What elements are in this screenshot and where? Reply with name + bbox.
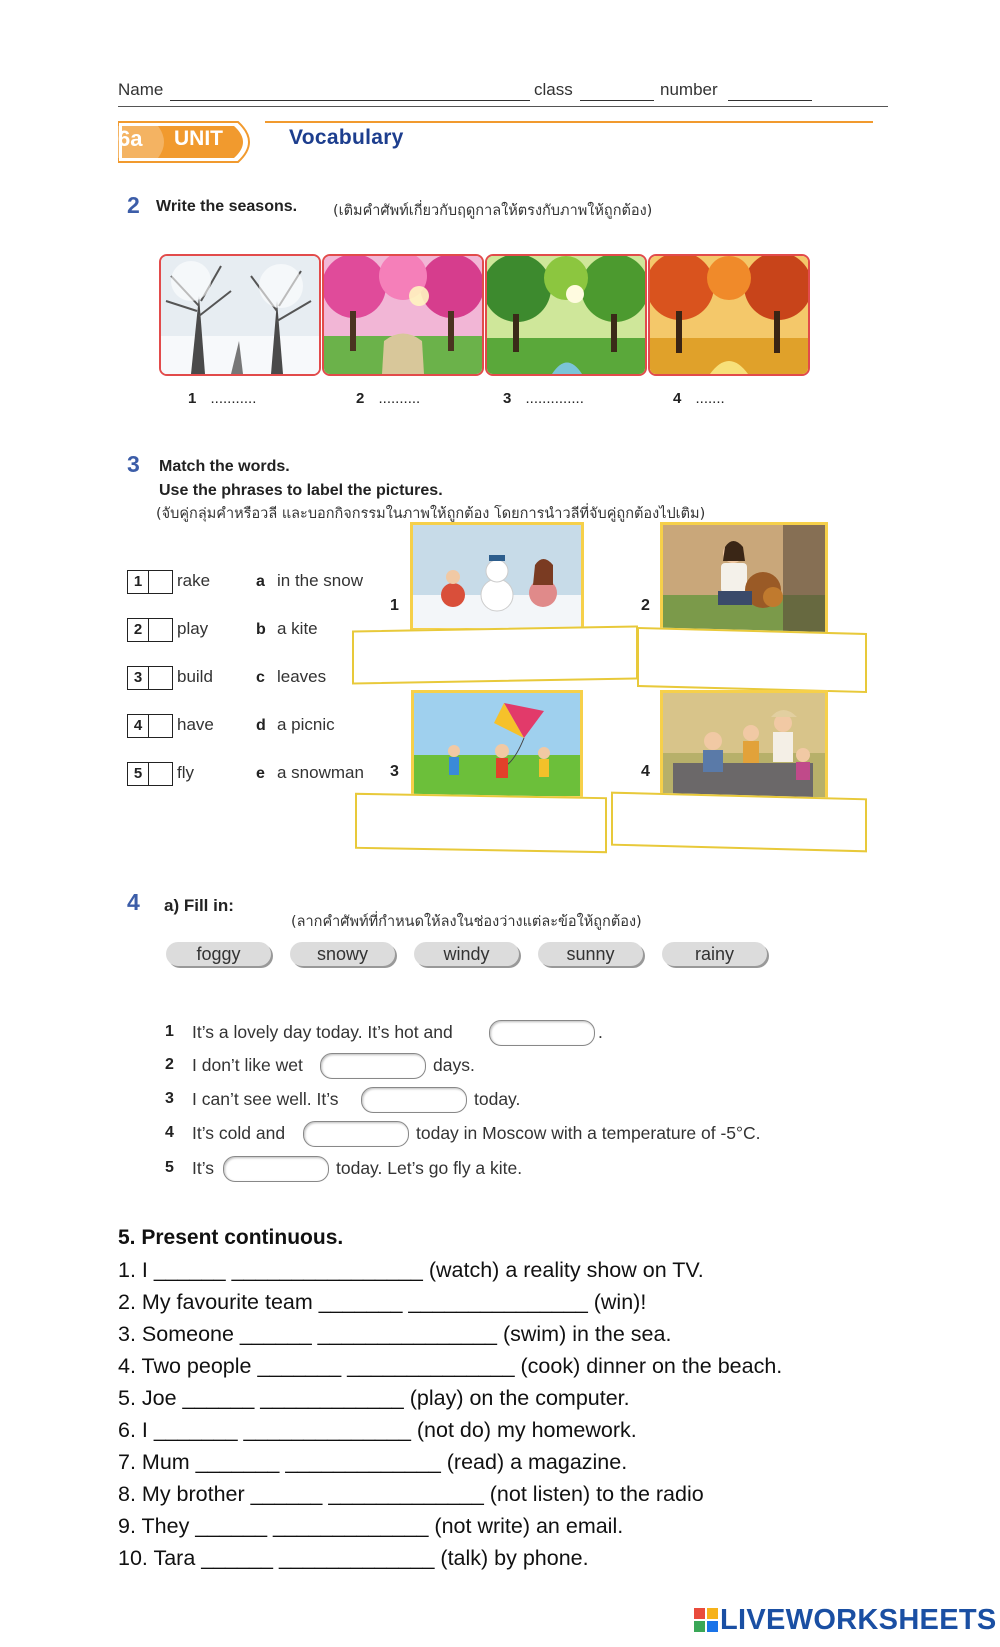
unit-label: UNIT (174, 127, 223, 150)
season-label-num: 1 (188, 390, 197, 407)
word-chip-windy[interactable]: windy (414, 942, 519, 966)
verb-play: play (177, 619, 209, 638)
season-answer-blank[interactable]: .............. (525, 390, 584, 407)
unit-code: 6a (118, 126, 143, 151)
section3-thai-instruction: (จับคู่กลุ่มคำหรือวลี และบอกกิจกรรมในภาพให้ถูกต้อง โดยการนำวลีที่จับคู่ถูกต้องไปเติม) (156, 506, 706, 522)
fill-sentence-3-after: today. (474, 1089, 521, 1109)
match-box-4[interactable] (127, 714, 173, 738)
fill-blank-1[interactable] (489, 1020, 595, 1046)
number-blank[interactable] (728, 100, 812, 101)
fill-number-2: 2 (165, 1056, 174, 1073)
section3-number: 3 (127, 451, 140, 477)
pc-line-1: 1. I ______ ________________ (watch) a reality show on TV. (118, 1258, 704, 1282)
fill-sentence-2-after: days. (433, 1055, 475, 1075)
pc-line-5: 5. Joe ______ ____________ (play) on the computer. (118, 1386, 630, 1410)
pc-line-7: 7. Mum _______ _____________ (read) a magazine. (118, 1450, 628, 1474)
liveworksheets-logo-text[interactable]: LIVEWORKSHEETS (720, 1604, 997, 1636)
fill-sentence-1-before: It’s a lovely day today. It’s hot and (192, 1022, 453, 1042)
pc-line-4: 4. Two people _______ ______________ (cook) dinner on the beach. (118, 1354, 783, 1378)
fill-sentence-3-before: I can’t see well. It’s (192, 1089, 339, 1109)
phrase-letter-e: e (256, 765, 265, 782)
season-label-4 (673, 390, 725, 407)
section2-thai-instruction: (เติมคำศัพท์เกี่ยวกับฤดูกาลให้ตรงกับภาพให้ถูกต้อง) (333, 203, 653, 219)
name-blank[interactable] (170, 100, 530, 101)
name-label: Name (118, 80, 164, 99)
answer-box-3[interactable] (355, 793, 607, 853)
fill-number-5: 5 (165, 1159, 174, 1176)
unit-badge (118, 120, 263, 164)
verb-fly: fly (177, 763, 194, 782)
pc-line-10: 10. Tara ______ _____________ (talk) by phone. (118, 1546, 589, 1570)
rake-leaves-photo (660, 522, 828, 636)
fill-sentence-2-before: I don’t like wet (192, 1055, 303, 1075)
phrase-letter-c: c (256, 669, 265, 686)
phrase-in-the-snow: in the snow (277, 571, 363, 590)
section3-title-line1: Match the words. (159, 458, 290, 475)
phrase-a-snowman: a snowman (277, 763, 364, 782)
match-box-3[interactable] (127, 666, 173, 690)
summer-picture (485, 254, 647, 376)
phrase-leaves: leaves (277, 667, 327, 686)
word-chip-sunny[interactable]: sunny (538, 942, 643, 966)
fill-blank-5[interactable] (223, 1156, 329, 1182)
section2-title: Write the seasons. (156, 198, 298, 215)
season-label-2 (356, 390, 420, 407)
pc-line-2: 2. My favourite team _______ _______________ (win)! (118, 1290, 647, 1314)
section2-number: 2 (127, 192, 140, 218)
word-chip-foggy[interactable]: foggy (166, 942, 271, 966)
match-number: 1 (128, 571, 149, 593)
kite-photo (411, 690, 583, 799)
class-label: class (534, 80, 573, 99)
season-label-3 (503, 390, 584, 407)
match-number: 5 (128, 763, 149, 785)
fill-number-1: 1 (165, 1023, 174, 1040)
section4-number: 4 (127, 889, 140, 915)
spring-picture (322, 254, 484, 376)
season-label-num: 3 (503, 390, 512, 407)
liveworksheets-logo-icon (694, 1608, 718, 1637)
pc-line-9: 9. They ______ _____________ (not write) an email. (118, 1514, 624, 1538)
word-chip-rainy[interactable]: rainy (662, 942, 767, 966)
photo-number-1: 1 (390, 597, 399, 614)
winter-picture (159, 254, 321, 376)
fill-sentence-1-after: . (598, 1022, 603, 1042)
pc-line-8: 8. My brother ______ _____________ (not listen) to the radio (118, 1482, 704, 1506)
phrase-a-kite: a kite (277, 619, 318, 638)
phrase-a-picnic: a picnic (277, 715, 335, 734)
season-answer-blank[interactable]: ....... (695, 390, 725, 407)
match-number: 3 (128, 667, 149, 689)
picnic-photo (660, 690, 828, 804)
phrase-letter-a: a (256, 573, 265, 590)
header-divider (118, 106, 888, 107)
season-label-num: 4 (673, 390, 682, 407)
fill-sentence-5-after: today. Let’s go fly a kite. (336, 1158, 523, 1178)
verb-have: have (177, 715, 214, 734)
match-box-5[interactable] (127, 762, 173, 786)
section4-thai-instruction: (ลากคำศัพท์ที่กำหนดให้ลงในช่องว่างแต่ละข้อให้ถูกต้อง) (291, 914, 642, 930)
number-label: number (660, 80, 718, 99)
section3-title-line2: Use the phrases to label the pictures. (159, 482, 443, 499)
word-chip-snowy[interactable]: snowy (290, 942, 395, 966)
answer-box-2[interactable] (637, 627, 867, 693)
match-box-2[interactable] (127, 618, 173, 642)
season-answer-blank[interactable]: .......... (378, 390, 421, 407)
class-blank[interactable] (580, 100, 654, 101)
match-number: 2 (128, 619, 149, 641)
photo-number-2: 2 (641, 597, 650, 614)
verb-build: build (177, 667, 213, 686)
fill-sentence-4-before: It’s cold and (192, 1123, 286, 1143)
section4-title: a) Fill in: (164, 896, 234, 915)
season-label-1 (188, 390, 256, 407)
section5-title: 5. Present continuous. (118, 1226, 344, 1249)
photo-number-3: 3 (390, 763, 399, 780)
fill-number-3: 3 (165, 1090, 174, 1107)
phrase-letter-b: b (256, 621, 266, 638)
vocabulary-title: Vocabulary (289, 126, 404, 149)
match-box-1[interactable] (127, 570, 173, 594)
season-label-num: 2 (356, 390, 365, 407)
season-answer-blank[interactable]: ........... (210, 390, 257, 407)
autumn-picture (648, 254, 810, 376)
photo-number-4: 4 (641, 763, 650, 780)
fill-number-4: 4 (165, 1124, 174, 1141)
unit-divider (265, 121, 873, 123)
fill-blank-4[interactable] (303, 1121, 409, 1147)
fill-blank-3[interactable] (361, 1087, 467, 1113)
pc-line-3: 3. Someone ______ _______________ (swim) in the sea. (118, 1322, 672, 1346)
fill-sentence-5-before: It’s (192, 1158, 215, 1178)
fill-blank-2[interactable] (320, 1053, 426, 1079)
answer-box-1[interactable] (352, 626, 638, 685)
verb-rake: rake (177, 571, 211, 590)
phrase-letter-d: d (256, 717, 266, 734)
pc-line-6: 6. I _______ ______________ (not do) my homework. (118, 1418, 637, 1442)
snowman-photo (410, 522, 584, 631)
fill-sentence-4-after: today in Moscow with a temperature of -5°C. (416, 1123, 761, 1143)
match-number: 4 (128, 715, 149, 737)
answer-box-4[interactable] (611, 792, 867, 853)
